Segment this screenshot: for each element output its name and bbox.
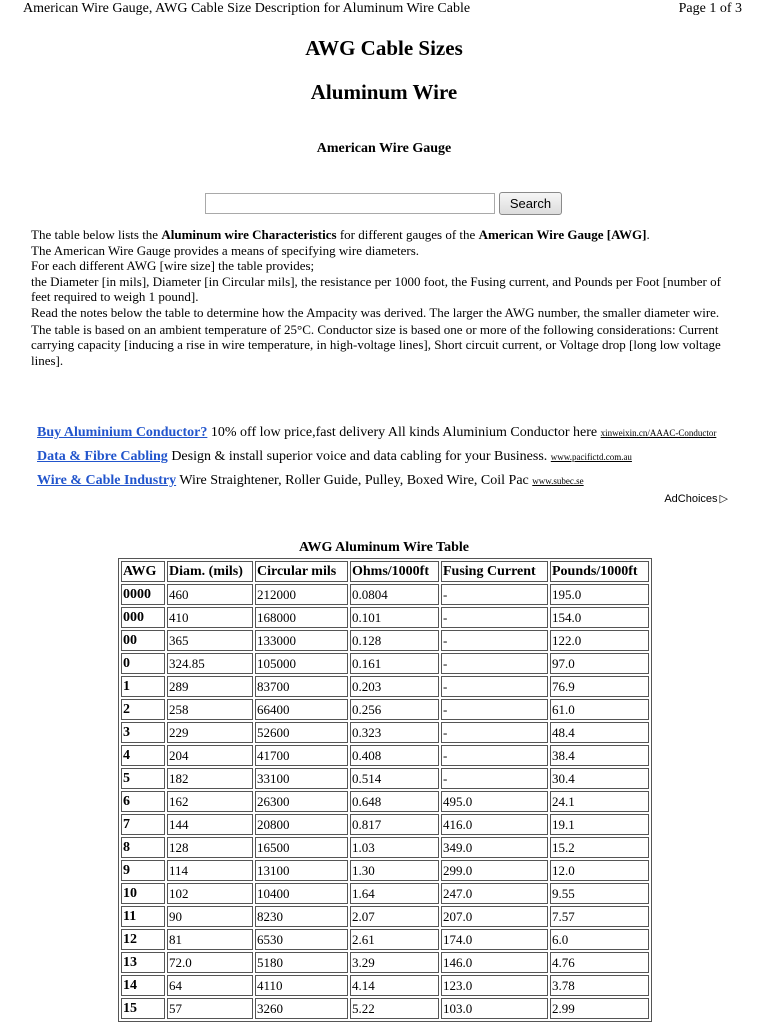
page-title: AWG Cable Sizes	[305, 36, 463, 60]
table-row	[121, 975, 649, 996]
ad-item	[37, 469, 767, 493]
table-cell: 3.78	[550, 975, 649, 996]
table-cell: 207.0	[441, 906, 548, 927]
ad-list	[37, 421, 767, 493]
column-header: Fusing Current	[441, 561, 548, 582]
table-cell: 0.514	[350, 768, 439, 789]
table-cell: 9	[121, 860, 165, 881]
table-row	[121, 860, 649, 881]
table-header-row	[121, 561, 649, 582]
table-cell: 9.55	[550, 883, 649, 904]
table-cell: 000	[121, 607, 165, 628]
table-cell: 416.0	[441, 814, 548, 835]
ad-link[interactable]: Buy Aluminium Conductor?	[37, 425, 208, 440]
table-cell: 1	[121, 676, 165, 697]
table-cell: 90	[167, 906, 253, 927]
table-cell: 0.128	[350, 630, 439, 651]
table-cell: 0.161	[350, 653, 439, 674]
table-cell: 410	[167, 607, 253, 628]
table-cell: 20800	[255, 814, 348, 835]
table-cell: 11	[121, 906, 165, 927]
column-header: Ohms/1000ft	[350, 561, 439, 582]
table-cell: 10	[121, 883, 165, 904]
table-cell: 460	[167, 584, 253, 605]
intro-paragraph-3: For each different AWG [wire size] the table provides;	[31, 258, 315, 274]
table-cell: 258	[167, 699, 253, 720]
table-cell: 1.30	[350, 860, 439, 881]
table-cell: 1.64	[350, 883, 439, 904]
intro-paragraph-4: the Diameter [in mils], Diameter [in Circular mils], the resistance per 1000 foot, the Fusing current, and Pounds per Foot [number of feet required to weigh 1 pound].	[31, 273, 721, 305]
table-cell: 182	[167, 768, 253, 789]
intro-text-span: The table below lists the	[31, 227, 162, 242]
table-cell: 195.0	[550, 584, 649, 605]
table-row	[121, 929, 649, 950]
table-cell: 4	[121, 745, 165, 766]
table-cell: 57	[167, 998, 253, 1019]
table-row	[121, 768, 649, 789]
table-cell: 52600	[255, 722, 348, 743]
intro-bold-term: Aluminum wire Characteristics	[161, 227, 337, 242]
ad-url[interactable]: www.pacifictd.com.au	[550, 452, 632, 462]
table-cell: 2	[121, 699, 165, 720]
table-cell: 13100	[255, 860, 348, 881]
ad-text: Wire Straightener, Roller Guide, Pulley, Boxed Wire, Coil Pac	[176, 473, 533, 488]
table-cell: 33100	[255, 768, 348, 789]
table-cell: 2.61	[350, 929, 439, 950]
table-cell: 66400	[255, 699, 348, 720]
table-cell: 8	[121, 837, 165, 858]
table-cell: 3260	[255, 998, 348, 1019]
table-cell: 8230	[255, 906, 348, 927]
table-row	[121, 952, 649, 973]
table-row	[121, 584, 649, 605]
table-cell: 15.2	[550, 837, 649, 858]
table-row	[121, 630, 649, 651]
ad-item	[37, 445, 767, 469]
table-cell: 38.4	[550, 745, 649, 766]
table-row	[121, 676, 649, 697]
table-cell: -	[441, 676, 548, 697]
table-cell: 162	[167, 791, 253, 812]
table-row	[121, 837, 649, 858]
table-row	[121, 814, 649, 835]
table-cell: 0.817	[350, 814, 439, 835]
table-cell: 299.0	[441, 860, 548, 881]
ad-text: Design & install superior voice and data cabling for your Business.	[167, 449, 551, 464]
table-cell: 324.85	[167, 653, 253, 674]
table-cell: 105000	[255, 653, 348, 674]
intro-text-span: for different gauges of the	[336, 227, 479, 242]
table-cell: 133000	[255, 630, 348, 651]
table-cell: 128	[167, 837, 253, 858]
table-cell: 0.648	[350, 791, 439, 812]
table-cell: 6	[121, 791, 165, 812]
table-cell: 103.0	[441, 998, 548, 1019]
table-row	[121, 722, 649, 743]
table-cell: 6530	[255, 929, 348, 950]
table-cell: 247.0	[441, 883, 548, 904]
table-cell: 0.408	[350, 745, 439, 766]
table-cell: 154.0	[550, 607, 649, 628]
table-row	[121, 906, 649, 927]
table-cell: 5	[121, 768, 165, 789]
table-cell: 229	[167, 722, 253, 743]
table-cell: 168000	[255, 607, 348, 628]
search-button[interactable]: Search	[499, 192, 562, 215]
table-cell: 349.0	[441, 837, 548, 858]
page-indicator: Page 1 of 3	[678, 1, 742, 16]
ad-text: 10% off low price,fast delivery All kinds Aluminium Conductor here	[207, 425, 601, 440]
table-cell: 72.0	[167, 952, 253, 973]
table-cell: -	[441, 584, 548, 605]
column-header: Circular mils	[255, 561, 348, 582]
table-cell: 5180	[255, 952, 348, 973]
table-row	[121, 745, 649, 766]
table-cell: 495.0	[441, 791, 548, 812]
table-cell: 212000	[255, 584, 348, 605]
table-cell: 10400	[255, 883, 348, 904]
table-cell: 81	[167, 929, 253, 950]
table-row	[121, 607, 649, 628]
table-row	[121, 998, 649, 1019]
table-cell: 174.0	[441, 929, 548, 950]
table-cell: 146.0	[441, 952, 548, 973]
table-cell: 0.0804	[350, 584, 439, 605]
table-row	[121, 653, 649, 674]
adchoices-triangle-icon: ▷	[719, 493, 728, 505]
table-cell: 24.1	[550, 791, 649, 812]
table-cell: -	[441, 653, 548, 674]
column-header: AWG	[121, 561, 165, 582]
table-cell: 0.256	[350, 699, 439, 720]
table-cell: 00	[121, 630, 165, 651]
table-cell: 14	[121, 975, 165, 996]
table-cell: -	[441, 722, 548, 743]
table-cell: -	[441, 768, 548, 789]
intro-paragraph-6: The table is based on an ambient temperature of 25°C. Conductor size is based one or more of the following considerations: Current carrying capacity [inducing a rise in wire temperature, in high-voltage lines], Short circuit current, or Voltage drop [long low voltage lines].	[31, 321, 721, 368]
adchoices-label: AdChoices	[664, 493, 718, 505]
table-cell: 0000	[121, 584, 165, 605]
intro-bold-term: American Wire Gauge [AWG]	[478, 227, 647, 242]
table-cell: 102	[167, 883, 253, 904]
table-cell: 26300	[255, 791, 348, 812]
intro-paragraph-5: Read the notes below the table to determine how the Ampacity was derived. The larger the AWG number, the smaller diameter wire.	[31, 304, 720, 320]
table-cell: 15	[121, 998, 165, 1019]
table-cell: 13	[121, 952, 165, 973]
section-heading: American Wire Gauge	[316, 141, 452, 156]
table-cell: 3	[121, 722, 165, 743]
ad-url[interactable]: xinweixin.cn/AAAC-Conductor	[600, 428, 717, 438]
table-body	[121, 584, 649, 1019]
table-cell: 2.07	[350, 906, 439, 927]
table-cell: 4.76	[550, 952, 649, 973]
table-cell: 6.0	[550, 929, 649, 950]
ad-link[interactable]: Data & Fibre Cabling	[37, 449, 168, 464]
ad-item	[37, 421, 767, 445]
table-cell: 0	[121, 653, 165, 674]
table-cell: 12.0	[550, 860, 649, 881]
table-cell: 4.14	[350, 975, 439, 996]
adchoices-link[interactable]	[664, 492, 728, 505]
document-title: American Wire Gauge, AWG Cable Size Description for Aluminum Wire Cable	[23, 1, 471, 16]
table-cell: 365	[167, 630, 253, 651]
table-cell: 12	[121, 929, 165, 950]
table-row	[121, 791, 649, 812]
table-cell: 0.203	[350, 676, 439, 697]
wire-table	[118, 558, 652, 1022]
table-cell: 16500	[255, 837, 348, 858]
table-cell: 61.0	[550, 699, 649, 720]
table-caption: AWG Aluminum Wire Table	[299, 540, 469, 555]
search-input[interactable]	[205, 193, 495, 214]
table-cell: 4110	[255, 975, 348, 996]
table-row	[121, 883, 649, 904]
table-cell: 0.323	[350, 722, 439, 743]
table-cell: 289	[167, 676, 253, 697]
table-cell: 123.0	[441, 975, 548, 996]
page-subtitle: Aluminum Wire	[310, 80, 458, 104]
table-cell: 48.4	[550, 722, 649, 743]
ad-link[interactable]: Wire & Cable Industry	[37, 473, 177, 488]
table-cell: 2.99	[550, 998, 649, 1019]
intro-text	[31, 227, 741, 368]
table-cell: -	[441, 745, 548, 766]
intro-text-span: .	[646, 227, 650, 242]
table-cell: 0.101	[350, 607, 439, 628]
table-cell: 7	[121, 814, 165, 835]
table-cell: 122.0	[550, 630, 649, 651]
table-cell: 114	[167, 860, 253, 881]
table-cell: 41700	[255, 745, 348, 766]
table-cell: -	[441, 607, 548, 628]
table-cell: 7.57	[550, 906, 649, 927]
ad-url[interactable]: www.subec.se	[532, 476, 584, 486]
table-cell: 30.4	[550, 768, 649, 789]
table-cell: 144	[167, 814, 253, 835]
table-cell: -	[441, 630, 548, 651]
table-cell: -	[441, 699, 548, 720]
table-cell: 97.0	[550, 653, 649, 674]
table-cell: 3.29	[350, 952, 439, 973]
column-header: Diam. (mils)	[167, 561, 253, 582]
table-cell: 204	[167, 745, 253, 766]
table-cell: 64	[167, 975, 253, 996]
table-cell: 19.1	[550, 814, 649, 835]
table-row	[121, 699, 649, 720]
intro-paragraph-2: The American Wire Gauge provides a means of specifying wire diameters.	[31, 242, 420, 258]
column-header: Pounds/1000ft	[550, 561, 649, 582]
table-cell: 5.22	[350, 998, 439, 1019]
table-cell: 83700	[255, 676, 348, 697]
table-cell: 1.03	[350, 837, 439, 858]
table-cell: 76.9	[550, 676, 649, 697]
intro-paragraph-1	[31, 227, 741, 243]
